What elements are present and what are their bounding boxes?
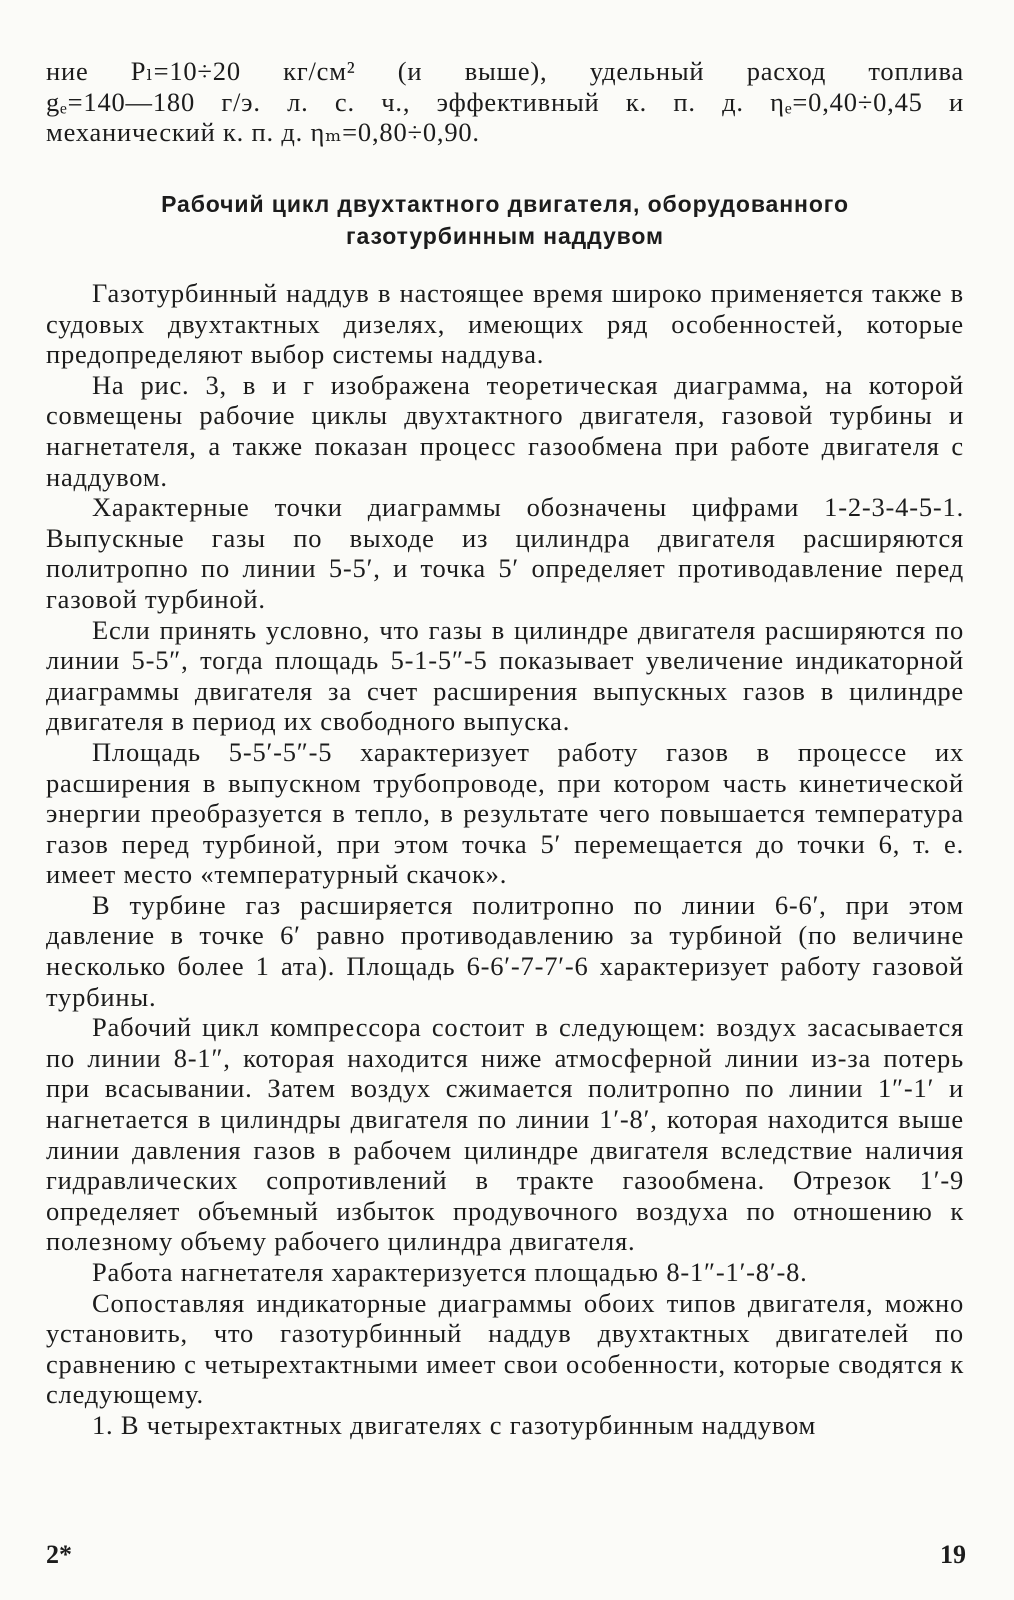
paragraph: В турбине газ расширяется политропно по линии 6-6′, при этом давление в точке 6′ равно противодавлению за турбиной (по величине несколько более 1 ата). Площадь 6-6′-7-7′-6 характеризует работу газовой турбины. [46, 889, 964, 1012]
section-heading [46, 188, 964, 252]
page-number: 19 [940, 1540, 966, 1569]
paragraph: Характерные точки диаграммы обозначены цифрами 1-2-3-4-5-1. Выпускные газы по выходе из цилиндра двигателя расширяются политропно по линии 5-5′, и точка 5′ определяет противодавление перед газовой турбиной. [46, 492, 964, 614]
paragraph: Газотурбинный наддув в настоящее время широко применяется также в судовых двухтактных дизелях, имеющих ряд особенностей, которые предопределяют выбор системы наддува. [46, 278, 964, 370]
paragraph: 1. В четырехтактных двигателях с газотурбинным наддувом [92, 1409, 817, 1440]
paragraph: Сопоставляя индикаторные диаграммы обоих типов двигателя, можно установить, что газотурбинный наддув двухтактных двигателей по сравнению с четырехтактными имеет свои особенности, которые сводятся к следующему. [46, 1287, 964, 1410]
signature-mark: 2* [46, 1540, 72, 1569]
text-line: механический к. п. д. ηₘ=0,80÷0,90. [46, 117, 480, 148]
heading-line-1: Рабочий цикл двухтактного двигателя, оборудованного [161, 191, 849, 217]
paragraph: Рабочий цикл компрессора состоит в следующем: воздух засасывается по линии 8-1″, которая находится ниже атмосферной линии из-за потерь при всасывании. Затем воздух сжимается политропно по линии 1″-1′ и нагнетается в цилиндры двигателя по линии 1′-8′, которая находится выше линии давления газов в рабочем цилиндре двигателя вследствие наличия гидравлических сопротивлений в тракте газообмена. Отрезок 1′-9 определяет объемный избыток продувочного воздуха по отношению к полезному объему рабочего цилиндра двигателя. [46, 1012, 964, 1257]
text-line: gₑ=140—180 г/э. л. с. ч., эффективный к. п. д. ηₑ=0,40÷0,45 и [46, 86, 964, 117]
paragraph: Работа нагнетателя характеризуется площадью 8-1″-1′-8′-8. [92, 1257, 808, 1287]
paragraph: Если принять условно, что газы в цилиндре двигателя расширяются по линии 5-5″, тогда площадь 5-1-5″-5 показывает увеличение индикаторной диаграммы двигателя за счет расширения выпускных газов в цилиндре двигателя в период их свободного выпуска. [46, 614, 964, 737]
heading-line-2: газотурбинным наддувом [346, 223, 664, 249]
continued-text-block [46, 56, 964, 148]
main-text-block [46, 278, 964, 1441]
text-line: ние Pₗ=10÷20 кг/см² (и выше), удельный расход топлива [46, 56, 964, 86]
paragraph: На рис. 3, в и г изображена теоретическая диаграмма, на которой совмещены рабочие циклы двухтактного двигателя, газовой турбины и нагнетателя, а также показан процесс газообмена при работе двигателя с наддувом. [46, 369, 964, 492]
paragraph: Площадь 5-5′-5″-5 характеризует работу газов в процессе их расширения в выпускном трубопроводе, при котором часть кинетической энергии преобразуется в тепло, в результате чего повышается температура газов перед турбиной, при этом точка 5′ перемещается до точки 6, т. е. имеет место «температурный скачок». [46, 736, 964, 890]
